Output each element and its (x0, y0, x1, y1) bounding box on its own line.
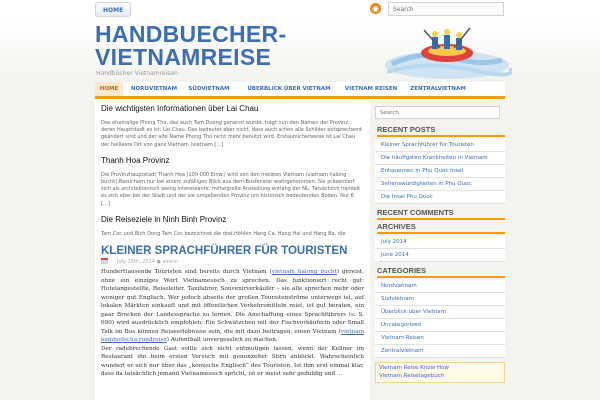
site-title[interactable] (95, 23, 286, 69)
list-item[interactable]: Uncategorized (375, 319, 505, 332)
site-title-line2: VIETNAMREISE (95, 44, 272, 70)
list-item[interactable]: Die Insel Phu Quoc (375, 191, 505, 204)
main-content (95, 100, 370, 400)
nav-zentralvietnam[interactable]: ZENTRALVIETNAM (410, 86, 466, 92)
top-home-link[interactable]: HOME (95, 2, 131, 17)
list-item[interactable]: Die häufigsten Krankheiten in Vietnam (375, 152, 505, 165)
list-item[interactable]: July 2014 (375, 236, 505, 249)
post-body (95, 266, 370, 381)
featured-item (101, 215, 364, 238)
site-title-line1: HANDBUECHER- (95, 21, 287, 47)
post-paragraph-2: Der radebrechende Gast sollte sich nicht entmutigen lassen, wenn der Kellner im Restaurant ihn beim ersten Versuch mit genunzelter Stirn anblickt. Wahrscheinlich wundert er sich nur über das „komische Englisch“ des Touristen. Ist ihm erst einmal klar, dass da tatsächlich jemand Vietnamesisch spricht, ist er meist sehr geduldig und ... (101, 345, 364, 378)
main-nav (95, 82, 505, 99)
post-date: July 16th, 2014 (117, 259, 155, 266)
top-bar (0, 0, 600, 20)
featured-posts (95, 100, 370, 238)
site-tagline: Handbücher Vietnamreisen (96, 70, 178, 77)
list-item[interactable]: Überblick über Vietnam (375, 306, 505, 319)
recent-posts-title: RECENT POSTS (377, 125, 505, 137)
author-icon: ◼ (156, 259, 163, 266)
list-item[interactable]: June 2014 (375, 249, 505, 262)
featured-title[interactable]: Thanh Hoa Provinz (101, 155, 170, 165)
categories-list (375, 280, 505, 358)
top-search-input[interactable] (388, 2, 504, 16)
archives-title: ARCHIVES (377, 222, 505, 234)
featured-title[interactable]: Die wichtigsten Informationen über Lai Chau (101, 104, 259, 113)
rss-icon[interactable]: ◉ (370, 3, 381, 14)
recent-comments-title: RECENT COMMENTS (377, 208, 505, 220)
list-item[interactable]: Vietnam Reisen (375, 332, 505, 345)
featured-excerpt: Tam Coc und Bich Dong Tam Coc bezeichnet die drei Höhlen Hang Ca, Hang Hai und Hang Ba, die (101, 230, 346, 237)
post-paragraph-1: Hunderttausende Touristen sind bereits durch Vietnam (vietnam halong bucht) gereist, ohne ein einziges Wort Vietnamesisch zu sprechen. Das funktioniert recht gut: Hotelangestellte, Reiseleiter, Taxifahrer, Souvenirverkäufer – sie alle sprechen mehr oder weniger gut Englisch. Wer jedoch abseits der großen Touristenströme unterwegs ist, auf lokalen Märkten einkauft und mit öffentlichen Verkehrsmitteln reist, ist gut beraten, ein paar Brocken der Landessprache zu lernen. Die Anschaffung eines Sprachführers (s. S. 690) wird ausdrücklich empfohlen: Ein Schwätzchen mit der Fischverkäuferin oder Small Talk im Bus können Reiseerlebnisse sein, die mit dazu beitragen, einen Vietnam (vietnam kambodscha rundreise) Aufenthalt unvergesslich zu machen. (101, 269, 364, 344)
featured-item (101, 156, 364, 208)
nav-suedvietnam[interactable]: SÜDVIETNAM (188, 86, 230, 92)
list-item[interactable]: Kleiner Sprachführer für Touristen (375, 139, 505, 152)
recent-posts-list (375, 139, 505, 204)
blogroll (375, 362, 505, 383)
sidebar-search-input[interactable] (375, 106, 500, 119)
list-item[interactable]: Sehenswürdigkeiten in Phu Quoc (375, 178, 505, 191)
blogroll-link[interactable]: Vietnam Reisetagebuch (379, 372, 445, 379)
post-author[interactable]: admin (162, 259, 178, 266)
nav-ueberblick[interactable]: ÜBERBLICK ÜBER VIETNAM (247, 86, 331, 92)
post-title[interactable]: KLEINER SPRACHFÜHRER FÜR TOURISTEN (101, 245, 348, 258)
featured-excerpt: Die Provinzhauptstadt Thanh Hoa (100 000 Einw.) wird von den meisten Vietnam (vietnam halong bucht)-Besuchern nur bei einem zufälligen Blick aus dem Busfenster wahrgenommen. Sie präsentiert sich als architektonisch wenig interessante, mittelgroße Ansiedlung entlang der NL. Tatsächlich handelt es sich aber bei der Stadt und der sie umgebenden Provinz um historisch bedeutenden Boden. Nur 6 […] (101, 171, 361, 207)
featured-excerpt: Das ehemalige Phong Tho, das auch Tam Duong genannt wurde, trägt nun den Namen der Provinz, deren Hauptstadt es ist: Lai Chau. Das bedeutet aber nicht, dass auch schon alle Schilder entsprechend geändert sind und der alte Name Phong Tho nicht mehr benutzt wird. Erstaunlicherweise ist Lai Chau der heißeste Ort von ganz Vietnam (vietnam […] (101, 120, 362, 148)
featured-item (101, 104, 364, 149)
post-link-halong[interactable]: vietnam halong bucht (271, 269, 337, 276)
list-item[interactable]: Zentralvietnam (375, 345, 505, 358)
rafting-illustration (352, 20, 512, 82)
calendar-icon (101, 258, 108, 264)
post-meta (95, 257, 370, 266)
site-header (0, 20, 600, 80)
nav-home[interactable]: HOME (95, 82, 123, 96)
archives-list (375, 236, 505, 262)
blogroll-link[interactable]: Vietnam Reise Know How (379, 365, 449, 371)
nav-nordvietnam[interactable]: NORDVIETNAM (130, 86, 178, 92)
nav-vietnam-reisen[interactable]: VIETNAM REISEN (344, 86, 398, 92)
list-item[interactable]: Südvietnam (375, 293, 505, 306)
sidebar (375, 100, 505, 400)
list-item[interactable]: Entspannen in Phu Quoc Insel (375, 165, 505, 178)
post-link-kambodscha[interactable]: vietnam kambodscha rundreise (101, 328, 364, 344)
list-item[interactable]: Nordvietnam (375, 280, 505, 293)
featured-title[interactable]: Die Reiseziele in Ninh Binh Provinz (101, 214, 227, 224)
categories-title: CATEGORIES (377, 266, 505, 278)
